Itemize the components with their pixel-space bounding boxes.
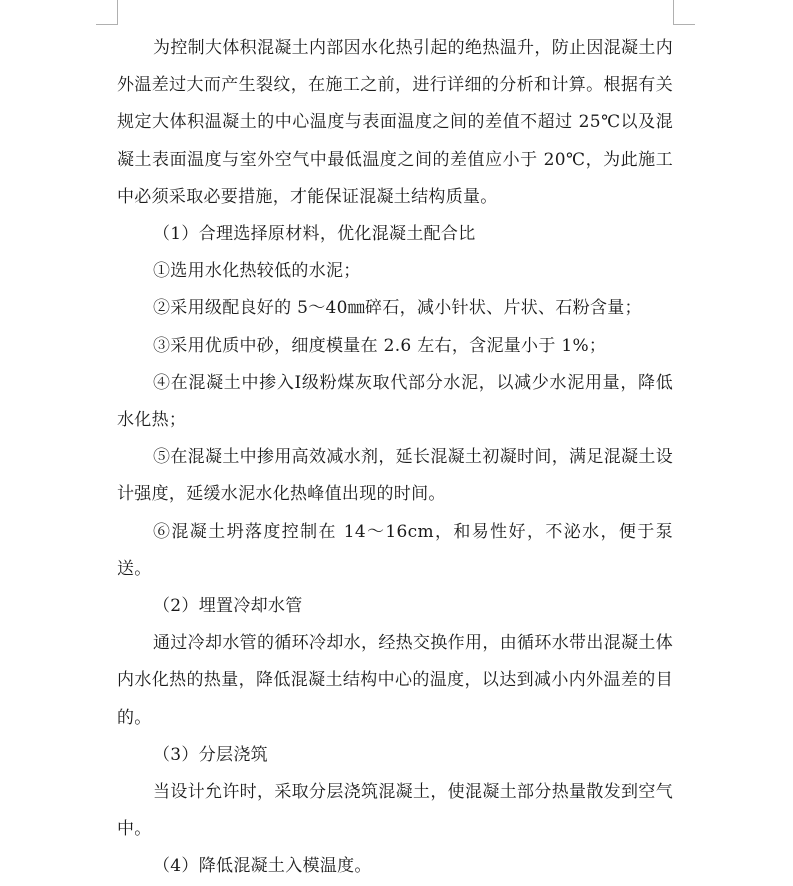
heading-4: （4）降低混凝土入模温度。 [153,856,372,877]
list-item-3: ③采用优质中砂，细度模量在 2.6 左右，含泥量小于 1%； [153,335,607,356]
crop-mark-top-left [117,0,118,24]
list-item-5: ⑤在混凝土中掺用高效减水剂，延长混凝土初凝时间，满足混凝土设计强度，延缓水泥水化热峰值出现的时间。 [117,447,673,505]
list-item-2: ②采用级配良好的 5～40㎜碎石，减小针状、片状、石粉含量； [153,298,642,319]
heading-1: （1）合理选择原材料，优化混凝土配合比 [153,224,476,245]
paragraph-layering: 当设计允许时，采取分层浇筑混凝土，使混凝土部分热量散发到空气中。 [117,782,673,840]
list-item-6: ⑥混凝土坍落度控制在 14～16cm，和易性好，不泌水，便于泵送。 [117,521,673,579]
heading-2: （2）埋置冷却水管 [153,596,303,617]
crop-mark-top-right-horizontal [673,24,695,25]
document-body [117,30,673,886]
paragraph-cooling: 通过冷却水管的循环冷却水，经热交换作用，由循环水带出混凝土体内水化热的热量，降低混凝土结构中心的温度，以达到减小内外温差的目的。 [117,633,673,728]
heading-3: （3）分层浇筑 [153,744,268,765]
list-item-4: ④在混凝土中掺入Ⅰ级粉煤灰取代部分水泥，以减少水泥用量，降低水化热； [117,372,673,431]
crop-mark-top-right [673,0,674,24]
list-item-1: ①选用水化热较低的水泥； [153,261,361,282]
paragraph-intro: 为控制大体积混凝土内部因水化热引起的绝热温升，防止因混凝土内外温差过大而产生裂纹，在施工之前，进行详细的分析和计算。根据有关规定大体积温凝土的中心温度与表面温度之间的差值不超过 25℃以及混凝土表面温度与室外空气中最低温度之间的差值应小于 20℃，为此施工中必须采取必要措施，才能保证混凝土结构质量。 [117,38,673,207]
crop-mark-top-left-horizontal [96,24,118,25]
